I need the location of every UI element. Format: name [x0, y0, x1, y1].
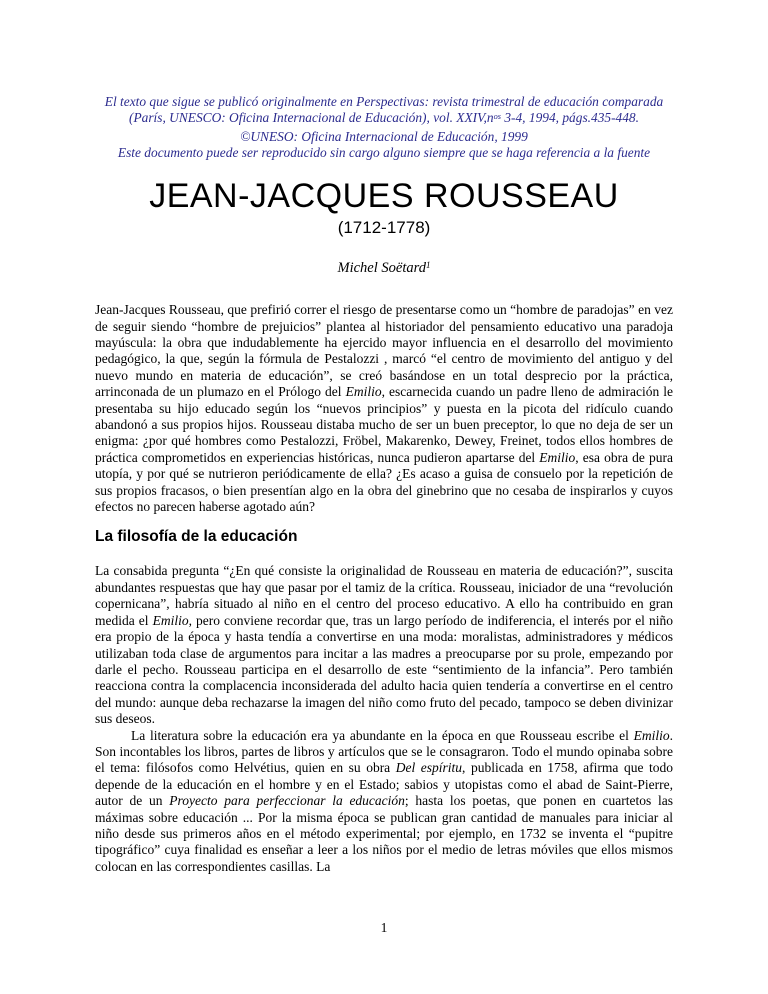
- text-segment: Jean-Jacques Rousseau, que prefirió correr el riesgo de presentarse como un “hombre de paradojas” en vez de seguir siendo “hombre de prejuicios” plantea al historiador del pensamiento educativo una paradoja mayúscula: la obra que indudablemente ha ejercido mayor influencia en el desarrollo del movimiento pedagógico, la que, según la fórmula de Pestalozzi , marcó “el centro de movimiento del antiguo y del nuevo mundo en materia de educación”, se creó basándose en un total desprecio por la práctica, arrinconada de un plumazo en el Prólogo del: [95, 302, 673, 400]
- paragraph-philosophy-2: [95, 728, 673, 876]
- text-segment: . Son incontables los libros, partes de libros y artículos que se le consagraron. Todo el mundo opinaba sobre el tema: filósofos como Helvétius, quien en su obra: [95, 727, 673, 776]
- text-segment: , esa obra de pura utopía, y por qué se nutrieron periódicamente de ella? ¿Es acaso a guisa de consuelo por la repetición de sus propios fracasos, o bien presentían algo en la obra del ginebrino que no cesaba de inspirarlos y cuyos efectos no parecen haberse agotado aún?: [95, 449, 673, 515]
- author-footnote-mark: 1: [425, 260, 431, 271]
- text-segment: Del espíritu: [395, 760, 463, 776]
- text-segment: Proyecto para perfeccionar la educación: [169, 793, 405, 809]
- text-segment: ; hasta los poetas, que ponen en cuartetos las máximas sobre educación ... Por la misma época se publican gran cantidad de manuales para iniciar al niño desde sus primeros años en el método experimental; por ejemplo, en 1732 se inventa el “pupitre tipográfico” cuya finalidad es enseñar a leer a los niños por el medio de letras móviles que ellos mismos colocan en las correspondientes casillas. La: [95, 793, 673, 874]
- text-segment: Emilio: [539, 449, 576, 465]
- text-segment: , escarnecida cuando un padre lleno de admiración le presentaba su hijo educado según los “nuevos principios” y puesta en la picota del ridículo cuando abandonó a sus propios hijos. Rousseau distaba mucho de ser un buen preceptor, lo que no deja de ser un enigma: ¿por qué hombres como Pestalozzi, Fröbel, Makarenko, Dewey, Freinet, todos ellos hombres de práctica comprometidos en experiencias históricas, nunca pudieron apartarse del: [95, 384, 673, 465]
- document-title: JEAN-JACQUES ROUSSEAU: [149, 177, 619, 216]
- publication-citation-note: [95, 94, 673, 129]
- text-segment: La literatura sobre la educación era ya abundante en la época en que Rousseau escribe el: [131, 727, 634, 743]
- author-name: Michel Soëtard: [337, 260, 426, 277]
- reproduction-permission-note: Este documento puede ser reproducido sin cargo alguno siempre que se haga referencia a la fuente: [117, 144, 651, 160]
- paragraph-philosophy-1: [95, 563, 673, 727]
- text-segment: Emilio: [152, 612, 189, 628]
- text-segment: El texto que sigue se publicó originalmente en Perspectivas: revista trimestral de educación comparada (París, UNESCO: Oficina Internacional de Educación), vol. XXIV,n: [104, 94, 664, 126]
- text-segment: Emilio: [345, 384, 382, 400]
- text-segment: os: [493, 111, 501, 121]
- text-segment: , publicada en 1758, afirma que todo depende de la educación en el hombre y en el Estado; sabios y utopistas como el abad de Saint-Pierre, autor de un: [95, 760, 673, 809]
- text-segment: La consabida pregunta “¿En qué consiste la originalidad de Rousseau en materia de educación?”, suscita abundantes respuestas que hay que pasar por el tamiz de la crítica. Rousseau, iniciador de una “revolución copernicana”, habría situado al niño en el centro del proceso educativo. A ello ha contribuido en gran medida el: [95, 563, 673, 628]
- section-heading-philosophy: La filosofía de la educación: [95, 528, 298, 546]
- text-segment: , pero conviene recordar que, tras un largo período de indiferencia, el interés por el niño era propio de la época y hasta tendía a convertirse en una moda: moralistas, administradores y médicos utilizaban toda clase de argumentos para incitar a las madres a preocuparse por su prole, empezando por darle el pecho. Rousseau participa en el desarrollo de este “sentimiento de la infancia”. Pero también reacciona contra la complacencia inconsiderada del adulto hacia quien tendería a convertirse en el centro del mundo: aunque deba rechazarse la imagen del niño como fruto del pecado, tampoco se deben divinizar sus deseos.: [95, 612, 673, 727]
- page-number: 1: [380, 920, 388, 935]
- author-line: [95, 260, 673, 278]
- text-segment: Emilio: [633, 727, 670, 743]
- title-years: (1712-1778): [337, 218, 431, 238]
- text-segment: 3-4, 1994, págs.435-448.: [500, 110, 639, 126]
- page-content: [95, 0, 673, 875]
- paragraph-introduction: [95, 302, 673, 515]
- copyright-line: ©UNESO: Oficina Internacional de Educación, 1999: [240, 128, 528, 144]
